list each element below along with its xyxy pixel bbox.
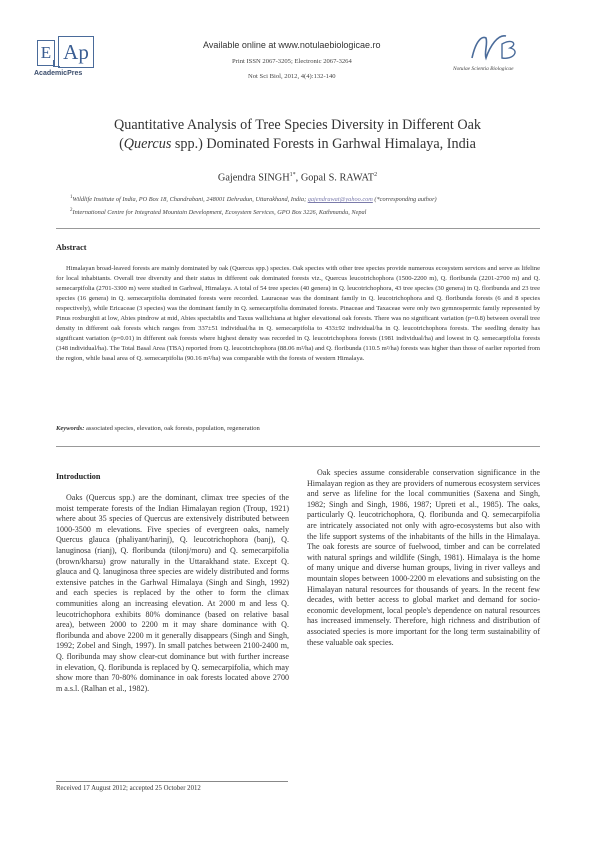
issn: Print ISSN 2067-3205; Electronic 2067-3264 — [232, 58, 352, 65]
abstract-paragraph: Himalayan broad-leaved forests are mainly dominated by oak (Quercus spp.) species. Oak species with other tree species provide numerous ecosystem services and serve as lifeline for local inhabitants. Overall tree diversity and their status in different oak dominated forests viz., Quercus leucotrichophora (1500-2200 m), Q. floribunda (2201-2700 m) and Q. semecarpifolia (2701-3300 m) were studied in Garhwal, Himalaya. A total of 54 tree species (40 genera) in Q. leucotrichophora, 43 tree species (30 genera) in Q. floribunda and 23 tree species (16 genera) in Q. semecarpifolia dominated forests were recorded. Lauraceae was the dominant family in Q. leucotrichophora and Q. floribunda forests (6 and 8 species respectively), while Ericaceae (3 species) was the dominant family in Q. semecarpifolia dominated forests. Pinaceae and Taxaceae were only two gymnospermic family represented by Pinus roxburghii at low, Abies pindrow at mid, Abies spectabilis and Taxus wallichiana at higher elevational oak forests. There was no significant variation (p=0.8) between overall tree density in different oak forests which ranges from 337±51 individual/ha in Q. semecarpifolia to 433±92 individual/ha in Q. leucotrichophora forests. The seedling density has significant variation (p=0.01) in different oak forests where highest density was recorded in Q. leucotrichophora forests (1981 individual/ha) and lowest in Q. semecarpifolia forests (348 individual/ha). The Total Basal Area (TBA) reported from Q. leucotrichophora (88.06 m²/ha) and Q. floribunda (110.5 m²/ha) forests was higher than those of earlier reported from the region, while basal area of Q. semecarpifolia (90.16 m²/ha) was comparable with the forests of western Himalaya. — [56, 265, 540, 363]
keywords-label: Keywords: — [56, 425, 85, 432]
citation: Not Sci Biol, 2012, 4(4):132-140 — [248, 73, 336, 80]
keywords-list: associated species, elevation, oak forests, population, regeneration — [84, 425, 260, 432]
affiliation-1 — [70, 193, 540, 204]
author-separator: , — [295, 172, 301, 184]
affiliation-1-sup: 1 — [70, 195, 73, 200]
abstract-body — [56, 264, 540, 364]
title-line-2 — [60, 135, 535, 154]
available-online: Available online at www.notulaebiologicae.ro — [203, 40, 381, 50]
author-1-sup: 1* — [289, 172, 296, 178]
intro-right-column — [307, 468, 540, 648]
intro-left-paragraph: Oaks (Quercus spp.) are the dominant, climax tree species of the moist temperate forests of the Indian Himalayan region (Troup, 1921) where about 35 species of Quercus are extensively distributed between 1000-3500 m elevations. Five species of evergreen oaks, namely Quercus glauca (phaliyant/harinj), Q. leucotrichophora (banj), Q. lanuginosa (rianj), Q. floribunda (tilonj/moru) and Q. semecarpifolia (brown/kharsu) grow naturally in the Uttarakhand state. Except Q. glauca and Q. lanuginosa three species are widely distributed and forms extensive patches in the Garhwal Himalaya (Singh and Singh, 1992) and each species is replaced by the other to form the climax communities along an increasing elevation. At 2000 m and less Q. leucotrichophora exhibits 80% dominance (based on relative basal area), between 2000 to 2200 m it may share dominance with Q. floribunda and above 2200 m it generally disappears (Singh and Singh, 1992; Zobel and Singh, 1997). In small patches between 2100-2400 m, Q. floribunda may show clear-cut dominance but with further increase in elevation, Q. floribunda is replaced by Q. semecarpifolia, which may show more than 70-80% dominance in oak forests located above 2700 m a.s.l. (Ralhan et al., 1982). — [56, 493, 289, 693]
title-line-1: Quantitative Analysis of Tree Species Diversity in Different Oak — [114, 117, 481, 133]
received-note: Received 17 August 2012; accepted 25 October 2012 — [56, 785, 201, 792]
intro-right-paragraph: Oak species assume considerable conservation significance in the Himalayan region as they are providers of numerous ecosystem services and serve as lifeline for the local communities (Saxena and Singh, 1982; Singh and Singh, 1986, 1987; Upreti et al., 1985). The oaks, particularly Q. leucotrichophora, Q. floribunda and Q. semecarpifolia are intricately associated not only with agro-ecosystems but also with the life support systems of the inhabitants of the hills in the Himalaya. The oak forests are source of fuelwood, timber and can be correlated with natural springs and wildlife (Singh, 1981). Himalaya is the home of many unique and diverse human groups, living in river valleys and mountain slopes between 1000-2200 m elevations and subsisting on the Himalayan natural resources for thousands of years. In the recent few decades, with better access to global market and demand for socio-economic development, local people's dependence on natural resources has increased immensely. Therefore, high richness and distribution of associated species is more important for the long term sustainability of these valuable oak species. — [307, 468, 540, 647]
publisher-logo-e: E — [37, 40, 55, 66]
journal-logo — [462, 30, 522, 64]
author-1: Gajendra SINGH — [217, 172, 290, 184]
affiliation-2-text: International Centre for Integrated Mountain Development, Ecosystem Services, GPO Box 3226, Kathmandu, Nepal — [72, 209, 367, 217]
author-2: Gopal S. RAWAT — [300, 172, 375, 184]
affiliation-1-tail: (*corresponding author) — [372, 196, 437, 204]
journal-label: Notulae Scientia Biologicae — [453, 66, 514, 72]
publisher-label: AcademicPres — [34, 70, 83, 77]
author-list — [60, 172, 535, 183]
keywords — [56, 425, 540, 432]
publisher-logo-ap: Ap — [58, 36, 94, 68]
journal-logo-text: NB — [482, 52, 484, 53]
affiliation-2-sup: 2 — [70, 208, 73, 213]
title-genus: Quercus — [123, 136, 172, 152]
title-paren: ( — [119, 136, 124, 152]
affiliation-2 — [70, 206, 540, 217]
author-2-sup: 2 — [374, 172, 378, 178]
divider-abstract — [56, 446, 540, 447]
publisher-logo-corner — [53, 60, 60, 67]
intro-heading: Introduction — [56, 472, 101, 481]
abstract-heading: Abstract — [56, 243, 87, 252]
divider-top — [56, 228, 540, 229]
footnote-rule — [56, 781, 288, 782]
email-link[interactable]: gajendrawat@yahoo.com — [307, 196, 373, 204]
intro-left-column — [56, 493, 289, 694]
article-title — [60, 116, 535, 154]
affiliation-1-text: Wildlife Institute of India, PO Box 18, Chandrabani, 248001 Dehradun, Uttarakhand, India; — [72, 196, 308, 204]
title-rest: spp.) Dominated Forests in Garhwal Himalaya, India — [171, 136, 476, 152]
